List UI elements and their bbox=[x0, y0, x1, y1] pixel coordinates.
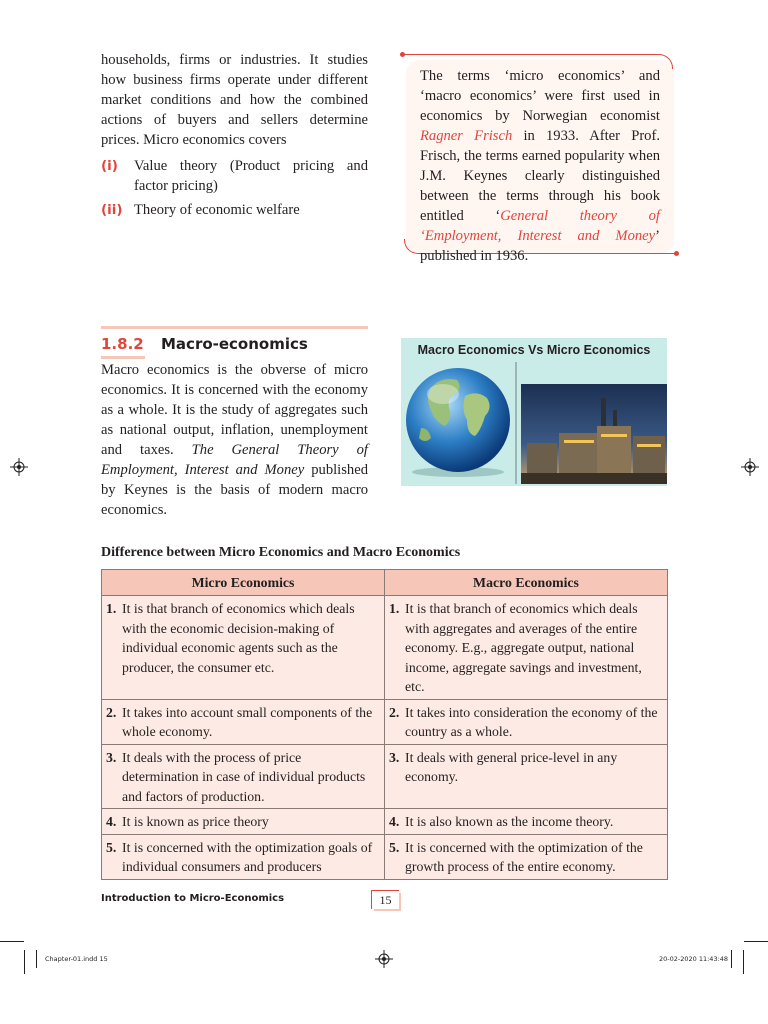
globe-icon bbox=[406, 368, 510, 477]
macro-vs-micro-image bbox=[401, 338, 667, 486]
note-text bbox=[420, 66, 660, 266]
cell-text: It takes into account small components of the whole economy. bbox=[122, 704, 373, 739]
book-reference: The General Theory of Employment, Interest and Money bbox=[101, 442, 368, 478]
cell-text: It is that branch of economics which deals with aggregates and averages of the entire economy. E.g., aggregate output, national income, aggregate savings and investment, etc. bbox=[405, 601, 642, 694]
table-cell bbox=[385, 834, 668, 879]
list-text: Value theory (Product pricing and factor pricing) bbox=[134, 158, 368, 194]
note-book-title: General theory of ‘Employment, Interest and Money bbox=[420, 208, 660, 244]
list-number: (ii) bbox=[101, 202, 123, 218]
crop-mark bbox=[36, 950, 37, 968]
note-person-name: Ragner Frisch bbox=[420, 128, 513, 144]
note-part: in 1933. After Prof. Frisch, the terms earned popularity when J.M. Keynes clearly distinguished between the terms through his book entitled ‘ bbox=[420, 128, 660, 224]
crop-mark bbox=[731, 950, 732, 968]
cell-text: It is concerned with the optimization goals of individual consumers and producers bbox=[122, 839, 373, 874]
image-title: Macro Economics Vs Micro Economics bbox=[417, 343, 651, 357]
table-cell bbox=[385, 699, 668, 744]
slug-date-info: 20-02-2020 11:43:48 bbox=[659, 955, 729, 963]
note-box bbox=[402, 54, 674, 264]
section-title: Macro-economics bbox=[161, 335, 308, 353]
crop-mark bbox=[0, 941, 24, 942]
heading-underline bbox=[101, 356, 145, 359]
cell-text: It is concerned with the optimization of the growth process of the entire economy. bbox=[405, 839, 643, 874]
factory-icon bbox=[521, 384, 667, 484]
column-header-macro: Macro Economics bbox=[385, 570, 668, 596]
slug-file-info: Chapter-01.indd 15 bbox=[45, 955, 108, 963]
table-cell bbox=[385, 596, 668, 700]
table-cell bbox=[385, 744, 668, 809]
footer-chapter-title: Introduction to Micro-Economics bbox=[101, 893, 285, 904]
page-number: 15 bbox=[371, 890, 399, 909]
table-row bbox=[102, 834, 668, 879]
table-row bbox=[102, 699, 668, 744]
registration-mark-icon bbox=[10, 458, 28, 476]
row-number: 5. bbox=[106, 839, 117, 855]
row-number: 5. bbox=[389, 839, 400, 855]
row-number: 4. bbox=[106, 814, 117, 829]
row-number: 2. bbox=[106, 704, 117, 720]
comparison-table bbox=[101, 569, 668, 880]
table-cell bbox=[102, 834, 385, 879]
row-number: 1. bbox=[106, 601, 117, 616]
note-part: The terms ‘micro economics’ and ‘macro economics’ were first used in economics by Norwegian economist bbox=[420, 68, 660, 124]
row-number: 3. bbox=[389, 749, 400, 765]
intro-paragraph: households, firms or industries. It studies how business firms operate under different market conditions and how the combined actions of buyers and sellers determine prices. Micro economics covers bbox=[101, 52, 368, 148]
note-dot bbox=[674, 251, 679, 256]
section-heading bbox=[101, 326, 368, 359]
row-number: 2. bbox=[389, 704, 400, 720]
table-cell bbox=[385, 809, 668, 835]
cell-text: It deals with general price-level in any economy. bbox=[405, 749, 618, 784]
macro-text: Macro economics is the obverse of micro economics. It is concerned with the economy as a whole. It is the study of aggregates such as national output, inflation, unemployment and taxes. bbox=[101, 362, 368, 458]
note-dot bbox=[400, 52, 405, 57]
table-row bbox=[102, 744, 668, 809]
registration-mark-icon bbox=[375, 950, 393, 968]
table-row bbox=[102, 596, 668, 700]
scope-list bbox=[101, 156, 368, 220]
macro-text: published by Keynes is the basis of modern macro economics. bbox=[101, 462, 368, 518]
registration-mark-icon bbox=[741, 458, 759, 476]
cell-text: It is known as price theory bbox=[122, 814, 269, 829]
list-item bbox=[101, 156, 368, 196]
row-number: 3. bbox=[106, 749, 117, 765]
table-header-row bbox=[102, 570, 668, 596]
list-text: Theory of economic welfare bbox=[134, 202, 300, 218]
note-part: ’ published in 1936. bbox=[420, 228, 660, 264]
table-cell bbox=[102, 809, 385, 835]
heading-rule bbox=[101, 326, 368, 329]
table-row bbox=[102, 809, 668, 835]
list-number: (i) bbox=[101, 158, 118, 174]
table-caption: Difference between Micro Economics and Macro Economics bbox=[101, 545, 461, 560]
row-number: 4. bbox=[389, 814, 400, 829]
crop-mark bbox=[744, 941, 768, 942]
crop-mark bbox=[24, 950, 25, 974]
column-header-micro: Micro Economics bbox=[102, 570, 385, 596]
cell-text: It is that branch of economics which deals with the economic decision-making of individual economic agents such as the producer, the consumer etc. bbox=[122, 601, 355, 675]
table-cell bbox=[102, 596, 385, 700]
cell-text: It takes into consideration the economy of the country as a whole. bbox=[405, 704, 658, 739]
row-number: 1. bbox=[389, 601, 400, 616]
section-number: 1.8.2 bbox=[101, 335, 144, 353]
table-cell bbox=[102, 699, 385, 744]
list-item bbox=[101, 200, 368, 220]
image-artwork bbox=[401, 338, 667, 486]
table-cell bbox=[102, 744, 385, 809]
intro-text-block bbox=[101, 50, 368, 224]
macro-paragraph bbox=[101, 360, 368, 520]
cell-text: It deals with the process of price determination in case of individual products and factors of production. bbox=[122, 749, 366, 804]
crop-mark bbox=[743, 950, 744, 974]
cell-text: It is also known as the income theory. bbox=[405, 814, 614, 829]
